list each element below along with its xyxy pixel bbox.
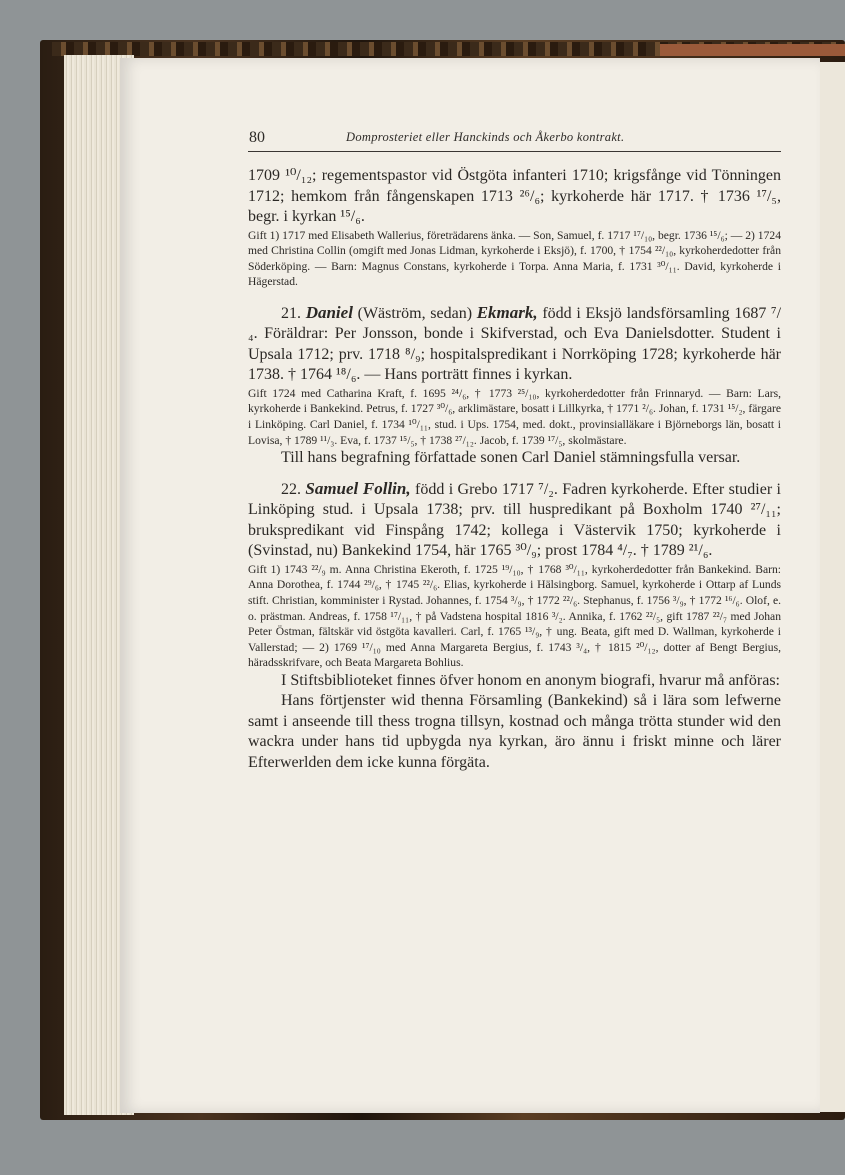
book-page <box>120 58 820 1113</box>
page-number: 80 <box>249 129 265 146</box>
entry-name: Daniel <box>305 302 353 322</box>
entry-22 <box>248 479 781 562</box>
entry-text: född i Eksjö landsförsamling 1687 ⁷/₄. Föräldrar: Per Jonsson, bonde i Skifverstad, och Eva Danielsdotter. Student i Upsala 1712; prv. 1718 ⁸/₉; hospitalspredikant i Norrköping 1728; kyrkoherde här 1738. † 1764 ¹⁸/₆. — Hans porträtt finnes i kyrkan. <box>248 304 782 384</box>
entry-aside: (Wäström, sedan) <box>357 304 473 322</box>
family-note: Gift 1) 1717 med Elisabeth Wallerius, företrädarens änka. — Son, Samuel, f. 1717 ¹⁷/₁₀, begr. 1736 ¹⁵/₆; — 2) 1724 med Christina Collin (omgift med Jonas Lidman, kyrkoherde i Eksjö), f. 1700, † 1754 ²²/₁₀, kyrkoherdedotter från Söderköping. — Barn: Magnus Constans, kyrkoherde i Torpa. Anna Maria, f. 1731 ³⁰/₁₁. David, kyrkoherde i Hägerstad. <box>248 228 781 289</box>
family-note: Gift 1) 1743 ²²/₉ m. Anna Christina Ekeroth, f. 1725 ¹⁹/₁₀, † 1768 ³⁰/₁₁, kyrkoherdedotter från Bankekind. Barn: Anna Dorothea, f. 1744 ²⁹/₆, † 1745 ²²/₆. Elias, kyrkoherde i Hälsingborg. Samuel, kyrkoherde i Ottarp af Lunds stift. Christian, komminister i Rystad. Johannes, f. 1754 ³/₉, † 1772 ²²/₆. Stephanus, f. 1756 ³/₉, † 1772 ¹⁶/₆. Olof, e. o. prästman. Andreas, f. 1758 ¹⁷/₁₁, † på Vadstena hospital 1816 ³/₂. Annika, f. 1762 ²²/₅, gift 1787 ²²/₇ med Johan Peter Östman, fältskär vid östgöta kavalleri. Carl, f. 1765 ¹³/₉, † ung. Beata, gift med D. Wallman, kyrkoherde i Vallerstad; — 2) 1769 ¹⁷/₁₀ med Anna Margareta Bergius, f. 1743 ³/₄, † 1815 ²⁰/₁₂, dotter af Bengt Bergius, häradsskrifvare, och Beata Margareta Bohlius. <box>248 562 781 670</box>
family-note: Gift 1724 med Catharina Kraft, f. 1695 ²⁴/₆, † 1773 ²⁵/₁₀, kyrkoherdedotter från Frinnaryd. — Barn: Lars, kyrkoherde i Bankekind. Petrus, f. 1727 ³⁰/₆, arklimästare, bosatt i Lillkyrka, † 1771 ²/₆. Johan, f. 1731 ¹⁵/₂, färgare i Linköping. Carl Daniel, f. 1734 ¹⁰/₁₁, stud. i Ups. 1754, med. dokt., provinsialläkare i Björneborgs län, bosatt i Lovisa, † 1789 ¹¹/₃. Eva, f. 1737 ¹⁵/₅, † 1738 ²⁷/₁₂. Jacob, f. 1739 ¹⁷/₅, skolmästare. <box>248 386 781 447</box>
entry-21 <box>248 303 781 386</box>
header-rule <box>248 151 781 152</box>
entry-number: 21. <box>281 304 301 322</box>
entry-text: född i Grebo 1717 ⁷/₂. Fadren kyrkoherde. Efter studier i Linköping stud. i Upsala 1738; prv. till huspredikant på Boxholm 1740 ²⁷/₁₁; brukspredikant vid Finspång 1742; kollega i Västervik 1750; kyrkoherde i (Svinstad, nu) Bankekind 1754, här 1765 ³⁰/₉; prost 1784 ⁴/₇. † 1789 ²¹/₆. <box>248 480 781 560</box>
entry-surname: Ekmark, <box>476 302 538 322</box>
biography-intro: I Stiftsbiblioteket finnes öfver honom en anonym biografi, hvarur må anföras: <box>281 671 780 689</box>
bookmark-tab <box>660 44 845 56</box>
entry-name: Samuel Follin, <box>305 478 411 498</box>
running-head: Domprosteriet eller Hanckinds och Åkerbo kontrakt. <box>346 130 625 144</box>
entry-21-after: Till hans begrafning författade sonen Carl Daniel stämningsfulla versar. <box>281 449 741 467</box>
paragraph-continuation: 1709 ¹⁰/₁₂; regementspastor vid Östgöta infanteri 1710; krigsfånge vid Tönningen 1712; hemkom från fångenskapen 1713 ²⁶/₆; kyrkoherde här 1717. † 1736 ¹⁷/₅, begr. i kyrkan ¹⁵/₆. <box>248 167 781 225</box>
biography-quote: Hans förtjenster wid thenna Församling (Bankekind) så i lära som lefwerne samt i anseende till thess trogna tillsyn, kostnad och många trötta stunder wid den wackra under hans tid upbygda nya kyrkan, äro ännu i friskt minne och lärer Efterwerlden dem icke kunna förgäta. <box>248 692 781 771</box>
page-body <box>248 166 781 773</box>
entry-number: 22. <box>281 480 301 498</box>
